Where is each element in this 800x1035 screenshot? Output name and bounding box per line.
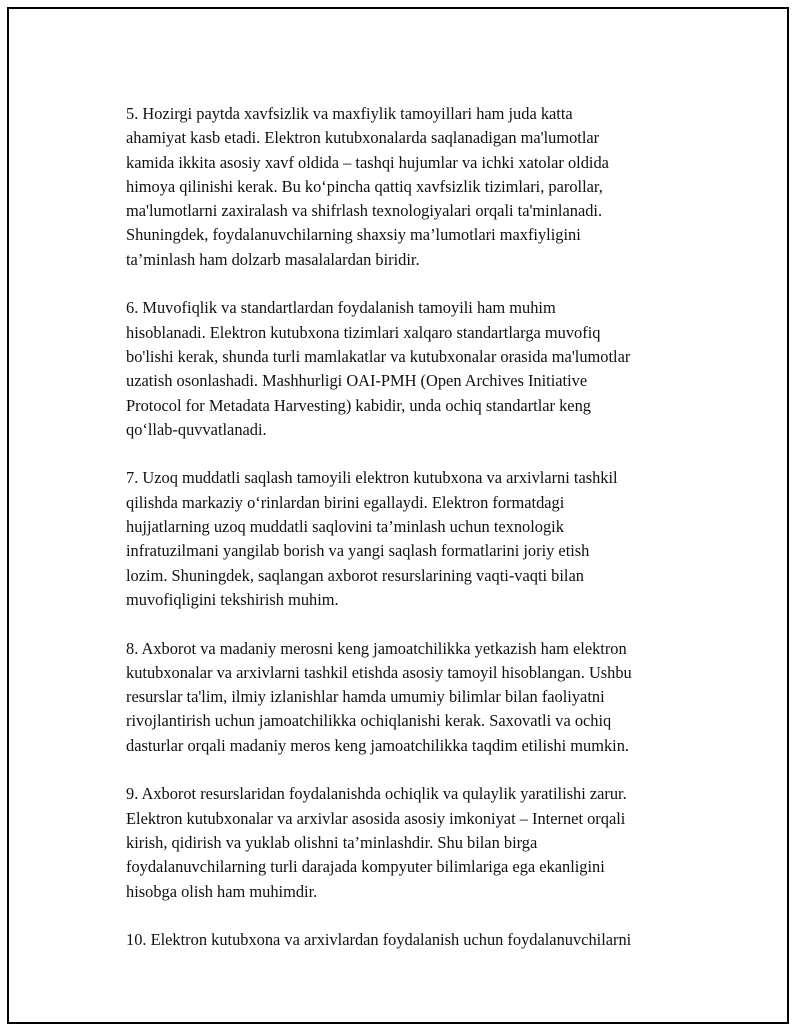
text-line: 8. Axborot va madaniy merosni keng jamoatchilikka yetkazish ham elektron: [126, 638, 627, 658]
paragraph-9: [126, 782, 706, 903]
text-line: qilishda markaziy o‘rinlardan birini egallaydi. Elektron formatdagi: [126, 492, 565, 512]
text-line: Protocol for Metadata Harvesting) kabidir, unda ochiq standartlar keng: [126, 395, 591, 415]
page-frame: [7, 7, 789, 1024]
text-line: kutubxonalar va arxivlarni tashkil etishda asosiy tamoyil hisoblangan. Ushbu: [126, 662, 632, 682]
text-line: dasturlar orqali madaniy meros keng jamoatchilikka taqdim etilishi mumkin.: [126, 735, 629, 755]
text-line: 7. Uzoq muddatli saqlash tamoyili elektron kutubxona va arxivlarni tashkil: [126, 468, 618, 488]
text-line: muvofiqligini tekshirish muhim.: [126, 589, 339, 609]
text-line: 10. Elektron kutubxona va arxivlardan foydalanish uchun foydalanuvchilarni: [126, 930, 632, 950]
text-line: 6. Muvofiqlik va standartlardan foydalanish tamoyili ham muhim: [126, 298, 556, 318]
text-line: kirish, qidirish va yuklab olishni ta’minlashdir. Shu bilan birga: [126, 832, 538, 852]
page-content: [126, 102, 706, 977]
paragraph-5: [126, 102, 706, 272]
text-line: hujjatlarning uzoq muddatli saqlovini ta’minlash uchun texnologik: [126, 517, 564, 537]
text-line: ta’minlash ham dolzarb masalalardan biridir.: [126, 249, 420, 269]
text-line: infratuzilmani yangilab borish va yangi saqlash formatlarini joriy etish: [126, 541, 590, 561]
text-line: foydalanuvchilarning turli darajada kompyuter bilimlariga ega ekanligini: [126, 857, 605, 877]
paragraph-7: [126, 466, 706, 612]
paragraph-10: [126, 928, 706, 952]
paragraph-8: [126, 637, 706, 758]
text-line: ahamiyat kasb etadi. Elektron kutubxonalarda saqlanadigan ma'lumotlar: [126, 128, 600, 148]
text-line: resurslar ta'lim, ilmiy izlanishlar hamda umumiy bilimlar bilan faoliyatni: [126, 687, 605, 707]
text-line: ma'lumotlarni zaxiralash va shifrlash texnologiyalari orqali ta'minlanadi.: [126, 201, 603, 221]
text-line: qo‘llab-quvvatlanadi.: [126, 419, 267, 439]
text-line: 9. Axborot resurslaridan foydalanishda ochiqlik va qulaylik yaratilishi zarur.: [126, 784, 627, 804]
text-line: kamida ikkita asosiy xavf oldida – tashqi hujumlar va ichki xatolar oldida: [126, 152, 609, 172]
paragraph-6: [126, 296, 706, 442]
text-line: lozim. Shuningdek, saqlangan axborot resurslarining vaqti-vaqti bilan: [126, 565, 584, 585]
text-line: hisobga olish ham muhimdir.: [126, 881, 318, 901]
text-line: hisoblanadi. Elektron kutubxona tizimlari xalqaro standartlarga muvofiq: [126, 322, 601, 342]
text-line: Elektron kutubxonalar va arxivlar asosida asosiy imkoniyat – Internet orqali: [126, 808, 626, 828]
text-line: 5. Hozirgi paytda xavfsizlik va maxfiylik tamoyillari ham juda katta: [126, 104, 573, 123]
text-line: rivojlantirish uchun jamoatchilikka ochiqlanishi kerak. Saxovatli va ochiq: [126, 711, 612, 731]
text-line: Shuningdek, foydalanuvchilarning shaxsiy ma’lumotlari maxfiyligini: [126, 225, 581, 245]
text-line: himoya qilinishi kerak. Bu ko‘pincha qattiq xavfsizlik tizimlari, parollar,: [126, 176, 603, 196]
text-line: bo'lishi kerak, shunda turli mamlakatlar va kutubxonalar orasida ma'lumotlar: [126, 346, 631, 366]
text-line: uzatish osonlashadi. Mashhurligi OAI-PMH (Open Archives Initiative: [126, 371, 588, 391]
